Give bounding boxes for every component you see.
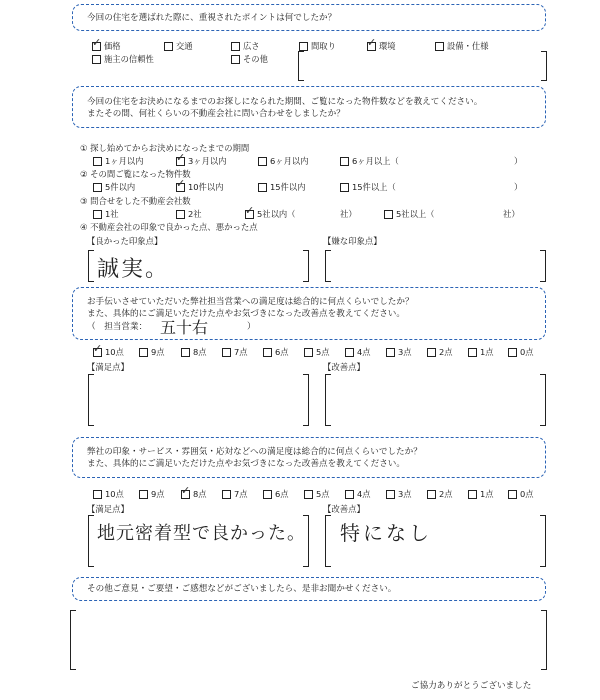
q2-period-3months[interactable]: ✓ 3ヶ月以内 (176, 150, 227, 166)
q2-good-bracket-left (88, 250, 94, 282)
q3-good-bracket-left (88, 374, 94, 426)
q3-question-line2: また、具体的にご満足いただけた点やお気づきになった改善点を教えてください。 (87, 309, 405, 320)
q3-staff-close: ） (247, 321, 256, 332)
q2-count-5[interactable]: 5件以内 (93, 181, 135, 193)
q2-sub2-label: ② その間ご覧になった物件数 (80, 169, 191, 179)
q3-score-5[interactable]: 5点 (304, 346, 330, 358)
q1-option-trust[interactable]: 施主の信頼性 (92, 53, 154, 65)
q4-score-7[interactable]: 7点 (222, 488, 248, 500)
q3-score-2[interactable]: 2点 (427, 346, 453, 358)
q2-period-close: ） (514, 156, 523, 166)
q4-score-5[interactable]: 5点 (304, 488, 330, 500)
q2-question-line1: 今回の住宅をお決めになるまでのお探しになられた期間、ご覧になった物件数などを教えてください。 (87, 97, 483, 107)
q3-score-7[interactable]: 7点 (222, 346, 248, 358)
q2-good-label: 【良かった印象点】 (87, 236, 163, 246)
q4-score-10[interactable]: 10点 (93, 488, 124, 500)
q2-period-over6[interactable]: 6ヶ月以上（ (340, 155, 399, 167)
q2-period-6months[interactable]: 6ヶ月以内 (258, 155, 308, 167)
q5-question-box (72, 577, 546, 601)
q2-companies-unit1: 社） (340, 209, 357, 219)
q1-option-equipment[interactable]: 設備・仕様 (435, 40, 489, 52)
q4-score-0[interactable]: 0点 (508, 488, 534, 500)
q4-score-1[interactable]: 1点 (468, 488, 494, 500)
q4-good-answer[interactable]: 地元密着型で良かった。 (97, 523, 306, 544)
q2-good-bracket-right (303, 250, 309, 282)
q1-other-bracket-right (541, 51, 547, 81)
q4-score-4[interactable]: 4点 (345, 488, 371, 500)
q3-staff-label: （ 担当営業： (87, 321, 148, 332)
q3-score-4[interactable]: 4点 (345, 346, 371, 358)
q2-sub1-label: ① 探し始めてからお決めになったまでの期間 (80, 143, 250, 153)
q4-improve-label: 【改善点】 (323, 504, 365, 514)
q3-score-3[interactable]: 3点 (386, 346, 412, 358)
q1-option-other[interactable]: その他 (231, 53, 268, 65)
q2-companies-5[interactable]: ✓ 5社以内（ (245, 203, 296, 219)
q2-count-15[interactable]: 15件以内 (258, 181, 305, 193)
q2-sub3-label: ③ 問合せをした不動産会社数 (80, 196, 191, 206)
q2-companies-2[interactable]: 2社 (176, 208, 202, 220)
q2-count-over15[interactable]: 15件以上（ (340, 181, 396, 193)
q4-improve-bracket-right (540, 515, 546, 567)
q3-improve-bracket-right (540, 374, 546, 426)
q2-bad-bracket-right (540, 250, 546, 282)
q1-option-transport[interactable]: 交通 (164, 40, 193, 52)
q4-improve-bracket-left (325, 515, 331, 567)
q2-companies-1[interactable]: 1社 (93, 208, 119, 220)
q2-question-box (72, 86, 546, 128)
q2-count-close: ） (514, 182, 523, 192)
q4-score-2[interactable]: 2点 (427, 488, 453, 500)
q4-improve-answer[interactable]: 特になし (340, 521, 432, 545)
q1-option-size[interactable]: 広さ (231, 40, 260, 52)
q4-good-label: 【満足点】 (87, 504, 129, 514)
q2-bad-label: 【嫌な印象点】 (323, 236, 382, 246)
q5-bracket-right (541, 610, 547, 670)
q2-period-1month[interactable]: 1ヶ月以内 (93, 155, 143, 167)
q2-count-10[interactable]: ✓ 10件以内 (176, 176, 224, 192)
q3-staff-name[interactable]: 五十右 (160, 317, 209, 337)
q3-score-6[interactable]: 6点 (263, 346, 289, 358)
q3-good-bracket-right (303, 374, 309, 426)
q3-score-0[interactable]: 0点 (508, 346, 534, 358)
q1-other-bracket-left (298, 51, 304, 81)
q4-question-box (72, 437, 546, 478)
q4-score-9[interactable]: 9点 (139, 488, 165, 500)
q1-question: 今回の住宅を選ばれた際に、重視されたポイントは何でしたか？ (87, 13, 337, 23)
q5-question: その他ご意見・ご要望・ご感想などがございましたら、是非お聞かせください。 (87, 584, 397, 594)
q4-score-3[interactable]: 3点 (386, 488, 412, 500)
q4-score-6[interactable]: 6点 (263, 488, 289, 500)
q2-good-answer[interactable]: 誠実。 (97, 257, 170, 282)
q3-score-1[interactable]: 1点 (468, 346, 494, 358)
q3-good-label: 【満足点】 (87, 362, 129, 372)
q1-option-layout[interactable]: 間取り (299, 40, 336, 52)
q4-good-bracket-left (88, 515, 94, 567)
q2-companies-over5[interactable]: 5社以上（ (384, 208, 434, 220)
q1-option-environment[interactable]: ✓ 環境 (367, 35, 396, 51)
q3-question-box (72, 287, 546, 340)
q2-sub4-label: ④ 不動産会社の印象で良かった点、悪かった点 (80, 222, 258, 232)
q2-bad-bracket-left (325, 250, 331, 282)
q3-improve-bracket-left (325, 374, 331, 426)
q4-score-8[interactable]: ✓ 8点 (181, 483, 207, 499)
q3-question-line1: お手伝いさせていただいた弊社担当営業への満足度は総合的に何点くらいでしたか？ (87, 297, 414, 307)
q2-question-line2: またその間、何社くらいの不動産会社に問い合わせをしましたか？ (87, 109, 345, 120)
q3-improve-label: 【改善点】 (323, 362, 365, 372)
q4-question-line1: 弊社の印象・サービス・雰囲気・応対などへの満足度は総合的に何点くらいでしたか？ (87, 447, 422, 457)
q3-score-10[interactable]: ✓ 10点 (93, 341, 124, 357)
q2-companies-unit2: 社） (503, 209, 520, 219)
q1-question-box (72, 4, 546, 31)
q3-score-9[interactable]: 9点 (139, 346, 165, 358)
q4-question-line2: また、具体的にご満足いただけた点やお気づきになった改善点を教えてください。 (87, 459, 405, 470)
q1-option-price[interactable]: ✓ 価格 (92, 35, 121, 51)
footer-thanks: ご協力ありがとうございました (411, 681, 532, 691)
q3-score-8[interactable]: 8点 (181, 346, 207, 358)
q5-bracket-left (70, 610, 76, 670)
